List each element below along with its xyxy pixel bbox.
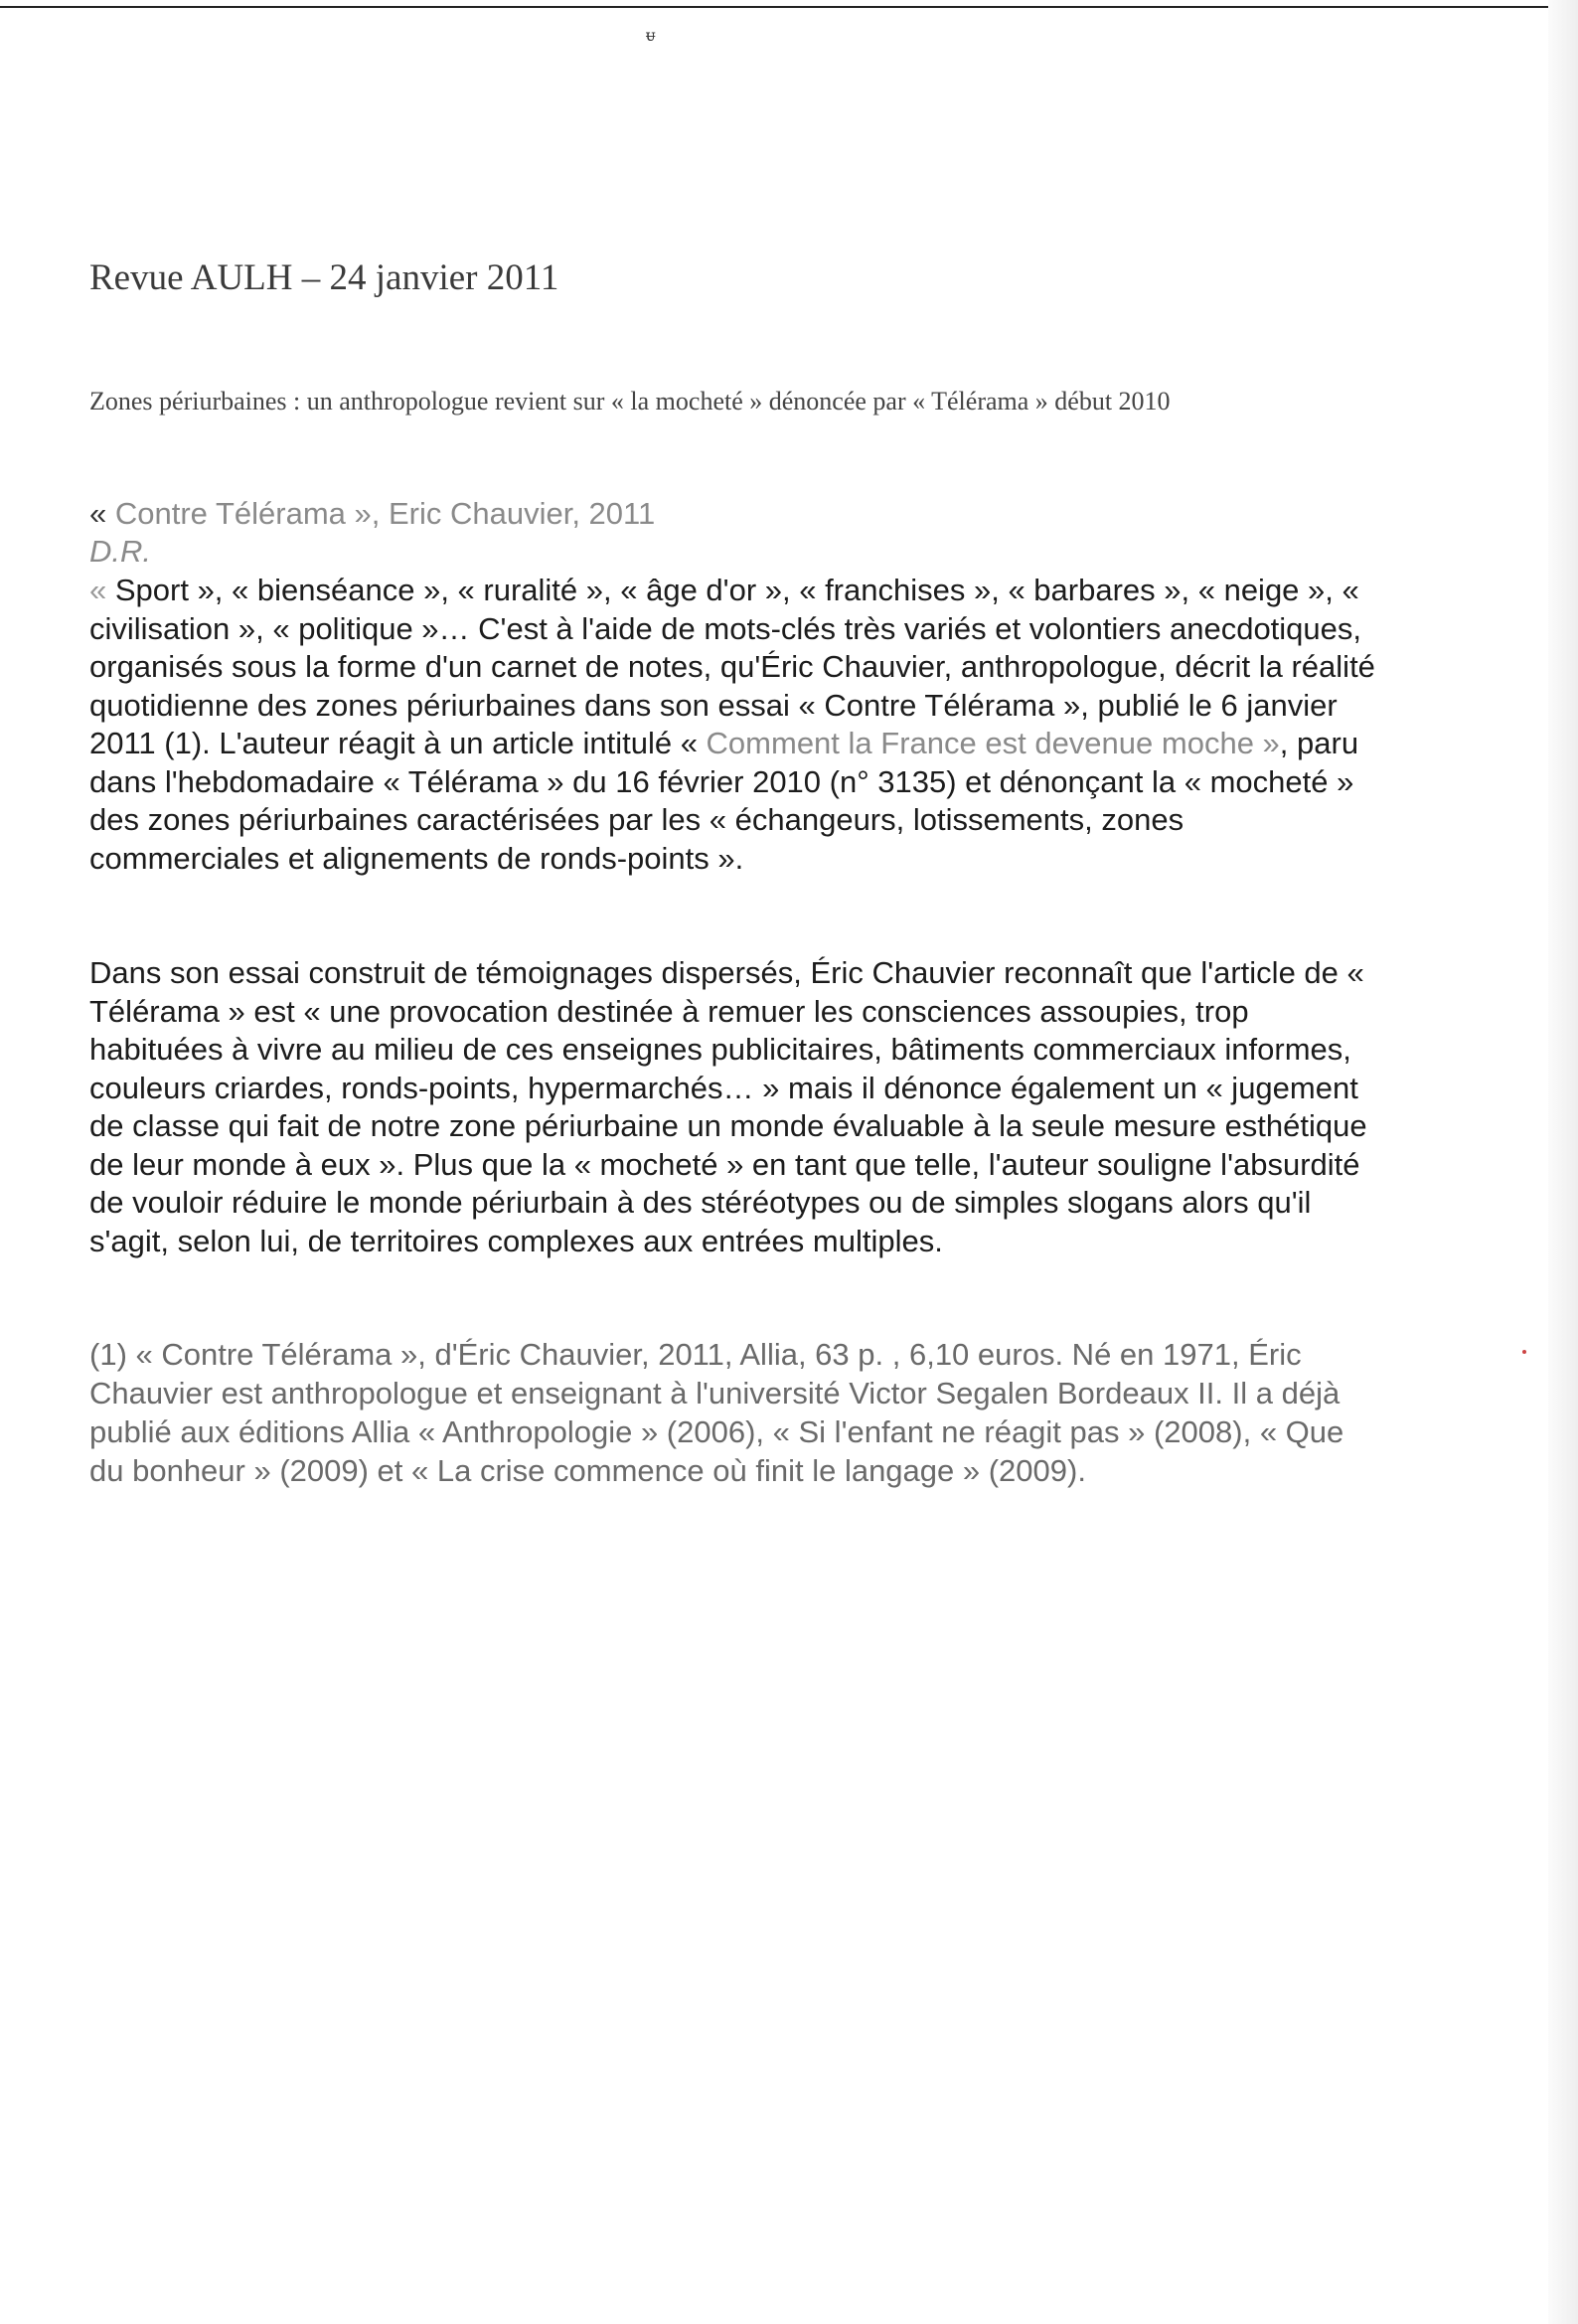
paragraph-1-part-a: Sport », « bienséance », « ruralité », « âge d'or », « franchises », « barbares », « neige », « civilisation », « politique »… C'est à l'aide de mots-clés très variés et volontiers anecdotiques, organisés sous la forme d'un carnet de notes, qu'Éric Chauvier, anthropologue, décrit la réalité quotidienne des zones périurbaines dans son essai « Contre Télérama », publié le 6 janvier 2011 (1). L'auteur réagit à un article intitulé « xyxy=(89,573,1375,760)
scan-right-edge-shadow xyxy=(1548,0,1578,2324)
caption-open-quote: « xyxy=(89,496,107,531)
telerama-article-link[interactable]: Comment la France est devenue moche » xyxy=(706,726,1280,760)
paragraph-open-quote: « xyxy=(89,573,107,607)
scan-top-edge-line xyxy=(0,6,1550,8)
page-title: Revue AULH – 24 janvier 2011 xyxy=(89,257,559,298)
image-caption xyxy=(89,495,1381,533)
image-credit: D.R. xyxy=(89,534,151,569)
paragraph-1-part-b: , paru dans l'hebdomadaire « Télérama » du 16 février 2010 (n° 3135) et dénonçant la « mocheté » des zones périurbaines caractérisées par les « échangeurs, lotissements, zones commerciales et alignements de ronds-points ». xyxy=(89,726,1359,876)
scan-artifact-speck xyxy=(1522,1350,1526,1354)
scan-artifact-mark: ᵾ xyxy=(646,26,656,45)
article-paragraph-2: Dans son essai construit de témoignages dispersés, Éric Chauvier reconnaît que l'article de « Télérama » est « une provocation destinée à remuer les consciences assoupies, trop habituées à vivre au milieu de ces enseignes publicitaires, bâtiments commerciaux informes, couleurs criardes, ronds-points, hypermarchés… » mais il dénonce également un « jugement de classe qui fait de notre zone périurbaine un monde évaluable à la seule mesure esthétique de leur monde à eux ». Plus que la « mocheté » en tant que telle, l'auteur souligne l'absurdité de vouloir réduire le monde périurbain à des stéréotypes ou de simples slogans alors qu'il s'agit, selon lui, de territoires complexes aux entrées multiples. xyxy=(89,955,1367,1258)
article-paragraph-1 xyxy=(89,572,1381,878)
caption-text: Contre Télérama », Eric Chauvier, 2011 xyxy=(114,496,656,531)
footnote: (1) « Contre Télérama », d'Éric Chauvier, 2011, Allia, 63 p. , 6,10 euros. Né en 1971, Éric Chauvier est anthropologue et enseignant à l'université Victor Segalen Bordeaux II. Il a déjà publié aux éditions Allia « Anthropologie » (2006), « Si l'enfant ne réagit pas » (2008), « Que du bonheur » (2009) et « La crise commence où finit le langage » (2009). xyxy=(89,1337,1344,1488)
article-subtitle: Zones périurbaines : un anthropologue revient sur « la mocheté » dénoncée par « Télérama » début 2010 xyxy=(89,387,1171,415)
